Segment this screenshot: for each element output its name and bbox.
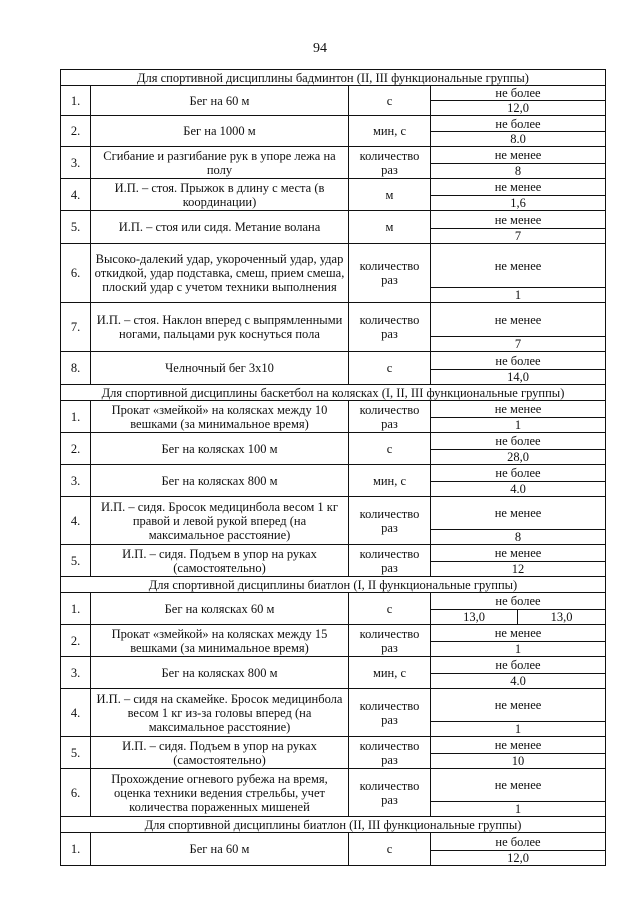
row-number: 6. [61, 769, 91, 817]
table-row [61, 86, 606, 101]
criterion: не менее [431, 147, 606, 164]
criterion: не более [431, 433, 606, 450]
criterion: не менее [431, 769, 606, 802]
criterion: не более [431, 465, 606, 482]
section-header-row [61, 385, 606, 401]
norm-value: 12,0 [431, 851, 606, 866]
table-row [61, 116, 606, 132]
norm-value: 12,0 [431, 101, 606, 116]
unit-of-measure: с [349, 352, 431, 385]
exercise-name: И.П. – стоя или сидя. Метание волана [91, 211, 349, 244]
table-row [61, 352, 606, 370]
exercise-name: Сгибание и разгибание рук в упоре лежа на полу [91, 147, 349, 179]
exercise-name: Прокат «змейкой» на колясках между 15 вешками (за минимальное время) [91, 625, 349, 657]
table-row [61, 833, 606, 851]
table-row [61, 303, 606, 337]
criterion: не более [431, 833, 606, 851]
exercise-name: И.П. – сидя. Бросок медицинбола весом 1 кг правой и левой рукой вперед (на максимальное расстояние) [91, 497, 349, 545]
norm-value: 14,0 [431, 370, 606, 385]
criterion: не менее [431, 401, 606, 418]
table-row [61, 625, 606, 642]
unit-of-measure: количество раз [349, 303, 431, 352]
unit-of-measure: количество раз [349, 737, 431, 769]
criterion: не более [431, 593, 606, 610]
criterion: не более [431, 352, 606, 370]
row-number: 1. [61, 401, 91, 433]
row-number: 7. [61, 303, 91, 352]
table-row [61, 689, 606, 722]
row-number: 8. [61, 352, 91, 385]
row-number: 3. [61, 657, 91, 689]
unit-of-measure: количество раз [349, 769, 431, 817]
exercise-name: Бег на колясках 800 м [91, 657, 349, 689]
norm-value: 1 [431, 802, 606, 817]
norm-value: 8.0 [431, 132, 606, 147]
row-number: 4. [61, 689, 91, 737]
table-row [61, 545, 606, 562]
unit-of-measure: мин, с [349, 657, 431, 689]
row-number: 1. [61, 593, 91, 625]
row-number: 1. [61, 833, 91, 866]
exercise-name: Высоко-далекий удар, укороченный удар, удар откидкой, удар подставка, смеш, прием смеша, плоский удар с учетом техники выполнения [91, 244, 349, 303]
exercise-name: И.П. – сидя на скамейке. Бросок медицинбола весом 1 кг из-за головы вперед (на максимальное расстояние) [91, 689, 349, 737]
criterion: не менее [431, 625, 606, 642]
unit-of-measure: количество раз [349, 401, 431, 433]
norm-value: 7 [431, 229, 606, 244]
criterion: не менее [431, 497, 606, 530]
unit-of-measure: количество раз [349, 147, 431, 179]
norm-value: 1 [431, 418, 606, 433]
exercise-name: И.П. – стоя. Наклон вперед с выпрямленными ногами, пальцами рук коснуться пола [91, 303, 349, 352]
unit-of-measure: с [349, 86, 431, 116]
norm-value-left: 13,0 [431, 610, 518, 625]
row-number: 4. [61, 179, 91, 211]
table-row [61, 244, 606, 288]
table-row [61, 497, 606, 530]
table-row [61, 657, 606, 674]
norm-value: 4.0 [431, 482, 606, 497]
table-row [61, 433, 606, 450]
row-number: 4. [61, 497, 91, 545]
criterion: не менее [431, 545, 606, 562]
norm-value: 1 [431, 642, 606, 657]
row-number: 5. [61, 545, 91, 577]
criterion: не менее [431, 737, 606, 754]
section-header-row [61, 70, 606, 86]
unit-of-measure: с [349, 593, 431, 625]
norm-value: 1,6 [431, 196, 606, 211]
section-title: Для спортивной дисциплины бадминтон (II, III функциональные группы) [61, 70, 606, 86]
exercise-name: Прохождение огневого рубежа на время, оценка техники ведения стрельбы, учет количества пораженных мишеней [91, 769, 349, 817]
criterion: не менее [431, 244, 606, 288]
unit-of-measure: мин, с [349, 465, 431, 497]
criterion: не менее [431, 179, 606, 196]
unit-of-measure: мин, с [349, 116, 431, 147]
exercise-name: Бег на колясках 60 м [91, 593, 349, 625]
criterion: не более [431, 657, 606, 674]
row-number: 3. [61, 147, 91, 179]
criterion: не менее [431, 689, 606, 722]
table-row [61, 179, 606, 196]
row-number: 2. [61, 625, 91, 657]
exercise-name: Бег на 1000 м [91, 116, 349, 147]
exercise-name: И.П. – стоя. Прыжок в длину с места (в координации) [91, 179, 349, 211]
table-row [61, 401, 606, 418]
norm-value: 12 [431, 562, 606, 577]
exercise-name: Челночный бег 3х10 [91, 352, 349, 385]
table-row [61, 465, 606, 482]
section-header-row [61, 577, 606, 593]
criterion: не менее [431, 303, 606, 337]
row-number: 5. [61, 737, 91, 769]
unit-of-measure: количество раз [349, 244, 431, 303]
page-number: 94 [313, 41, 327, 56]
norm-value: 1 [431, 722, 606, 737]
exercise-name: Бег на колясках 800 м [91, 465, 349, 497]
row-number: 1. [61, 86, 91, 116]
exercise-name: И.П. – сидя. Подъем в упор на руках (самостоятельно) [91, 545, 349, 577]
unit-of-measure: с [349, 433, 431, 465]
row-number: 2. [61, 116, 91, 147]
norm-value: 28,0 [431, 450, 606, 465]
section-title: Для спортивной дисциплины баскетбол на колясках (I, II, III функциональные группы) [61, 385, 606, 401]
criterion: не менее [431, 211, 606, 229]
row-number: 3. [61, 465, 91, 497]
exercise-name: Прокат «змейкой» на колясках между 10 вешками (за минимальное время) [91, 401, 349, 433]
exercise-name: Бег на 60 м [91, 833, 349, 866]
table-row [61, 593, 606, 610]
standards-table [60, 69, 606, 866]
criterion: не более [431, 116, 606, 132]
unit-of-measure: количество раз [349, 545, 431, 577]
exercise-name: Бег на 60 м [91, 86, 349, 116]
table-row [61, 211, 606, 229]
table-row [61, 769, 606, 802]
unit-of-measure: м [349, 179, 431, 211]
norm-value: 8 [431, 530, 606, 545]
section-title: Для спортивной дисциплины биатлон (II, III функциональные группы) [61, 817, 606, 833]
norm-value: 1 [431, 288, 606, 303]
unit-of-measure: количество раз [349, 497, 431, 545]
norm-value: 10 [431, 754, 606, 769]
row-number: 2. [61, 433, 91, 465]
row-number: 6. [61, 244, 91, 303]
section-title: Для спортивной дисциплины биатлон (I, II функциональные группы) [61, 577, 606, 593]
table-row [61, 147, 606, 164]
table-row [61, 737, 606, 754]
exercise-name: И.П. – сидя. Подъем в упор на руках (самостоятельно) [91, 737, 349, 769]
norm-value-right: 13,0 [518, 610, 606, 625]
norm-value: 7 [431, 337, 606, 352]
unit-of-measure: м [349, 211, 431, 244]
exercise-name: Бег на колясках 100 м [91, 433, 349, 465]
norm-value: 8 [431, 164, 606, 179]
unit-of-measure: количество раз [349, 625, 431, 657]
unit-of-measure: количество раз [349, 689, 431, 737]
section-header-row [61, 817, 606, 833]
unit-of-measure: с [349, 833, 431, 866]
criterion: не более [431, 86, 606, 101]
norm-value: 4.0 [431, 674, 606, 689]
row-number: 5. [61, 211, 91, 244]
